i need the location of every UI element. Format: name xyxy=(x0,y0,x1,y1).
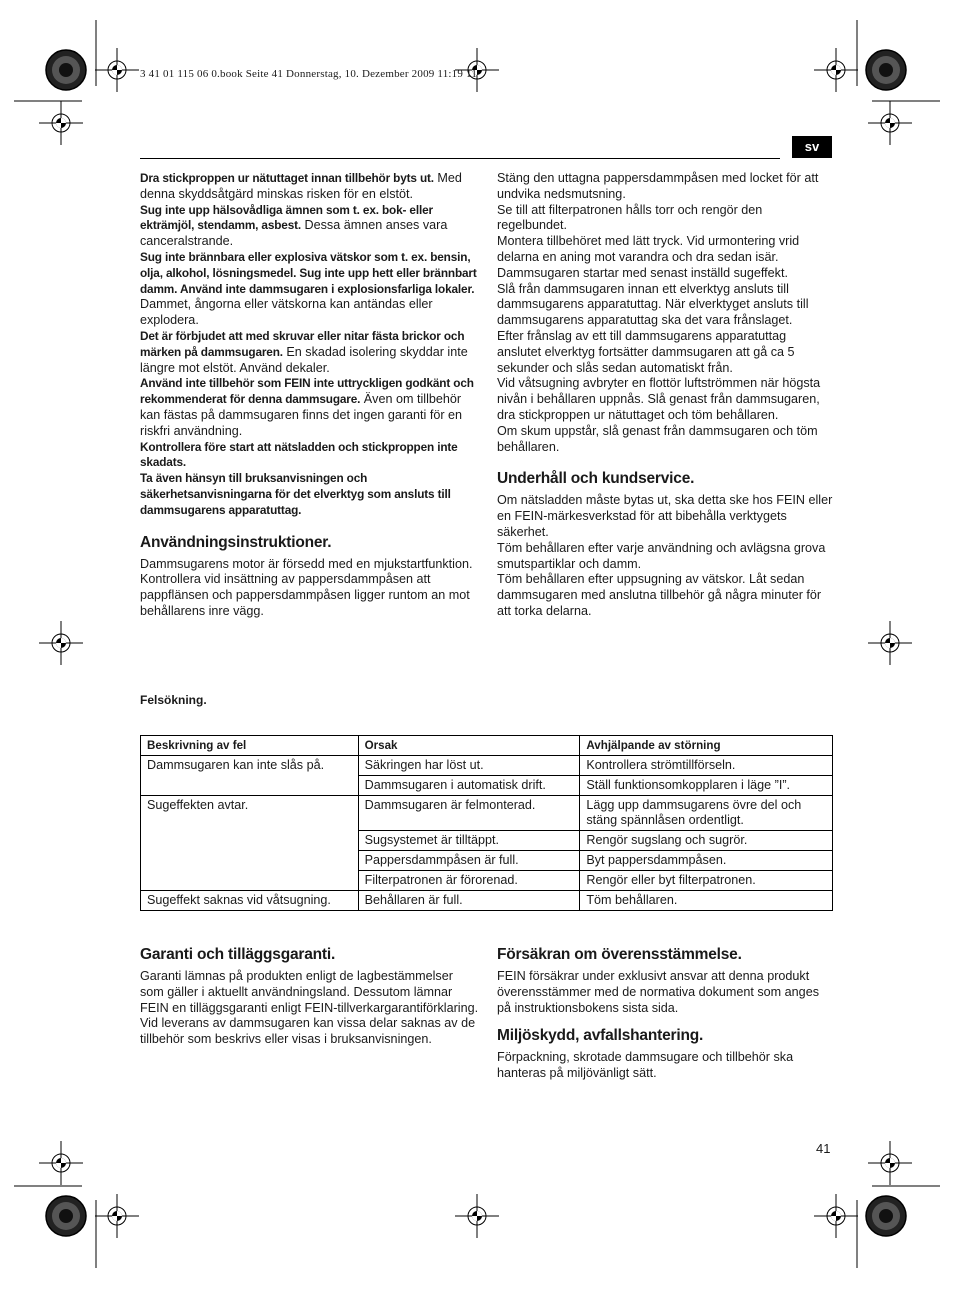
cause-cell: Sugsystemet är tilltäppt. xyxy=(358,831,580,851)
remedy-cell: Byt pappersdammpåsen. xyxy=(580,851,833,871)
warning-7: Ta även hänsyn till bruksanvisningen och säkerhetsanvisningarna för det elverktyg som ansluts till dammsugarens apparatuttag. xyxy=(140,471,451,517)
usage-paragraph: Dammsugarens motor är försedd med en mjukstartfunktion. xyxy=(140,556,473,571)
table-row xyxy=(141,756,833,776)
instruction-paragraph: Efter frånslag av ett till dammsugarens apparatuttag anslutet elverktyg fortsätter dammsugaren att gå ca 5 sekunder och slås sedan automatiskt från. xyxy=(497,328,795,375)
fault-cell: Sugeffekten avtar. xyxy=(141,796,359,891)
remedy-cell: Rengör eller byt filterpatronen. xyxy=(580,871,833,891)
table-row xyxy=(141,796,833,831)
instruction-paragraph: Se till att filterpatronen hålls torr och rengör den regelbundet. xyxy=(497,202,763,233)
right-column xyxy=(497,171,833,620)
instruction-paragraph: Om skum uppstår, slå genast från dammsugaren och töm behållaren. xyxy=(497,423,818,454)
warranty-paragraph: Vid leverans av dammsugaren kan vissa delar saknas av de tillbehör som beskrivs eller visas i bruksanvisningen. xyxy=(140,1016,476,1047)
instruction-paragraph: Slå från dammsugaren innan ett elverktyg ansluts till dammsugarens apparatuttag. När elverktyget ansluts till dammsugarens apparatuttag ska det vara frånslaget. xyxy=(497,281,809,328)
service-paragraph: Töm behållaren efter varje användning och avlägsna grova smutspartiklar och damm. xyxy=(497,540,826,571)
table-row xyxy=(141,891,833,911)
warning-6: Kontrollera före start att nätsladden och stickproppen inte skadats. xyxy=(140,439,458,470)
service-heading: Underhåll och kundservice. xyxy=(497,470,695,488)
cause-cell: Dammsugaren i automatisk drift. xyxy=(358,776,580,796)
warranty-heading: Garanti och tilläggsgaranti. xyxy=(140,946,336,963)
cause-cell: Dammsugaren är felmonterad. xyxy=(358,796,580,831)
remedy-cell: Lägg upp dammsugarens övre del och stäng spännlåsen ordentligt. xyxy=(580,796,833,831)
cause-cell: Säkringen har löst ut. xyxy=(358,756,580,776)
left-column xyxy=(140,171,480,620)
cause-cell: Filterpatronen är förorenad. xyxy=(358,871,580,891)
table-header-row xyxy=(141,736,833,756)
instruction-paragraph: Montera tillbehöret med lätt tryck. Vid urmontering vrid delarna en aning mot varandra och dra sedan isär. xyxy=(497,234,800,264)
troubleshooting-table xyxy=(140,735,833,911)
warning-4: Det är förbjudet att med skruvar eller nitar fästa brickor och märken på dammsugaren. En skadad isolering skyddar inte längre mot elstöt. Använd dekaler. xyxy=(140,328,468,375)
cause-cell: Behållaren är full. xyxy=(358,891,580,911)
conformity-heading: Försäkran om överensstämmelse. xyxy=(497,946,742,963)
instruction-paragraph: Dammsugaren startar med senast inställd sugeffekt. xyxy=(497,265,788,280)
remedy-cell: Kontrollera strömtillförseln. xyxy=(580,756,833,776)
instruction-paragraph: Vid våtsugning avbryter en flottör luftströmmen när högsta nivån i behållaren uppnås. Slå genast från dammsugaren, dra stickproppen ur nätuttaget och töm behållaren. xyxy=(497,376,821,422)
language-tab: sv xyxy=(792,136,832,158)
fault-cell: Sugeffekt saknas vid våtsugning. xyxy=(141,891,359,911)
environment-heading: Miljöskydd, avfallshantering. xyxy=(497,1027,704,1045)
warranty-paragraph: Garanti lämnas på produkten enligt de lagbestämmelser som gäller i aktuellt användningsland. Dessutom lämnar FEIN en tilläggsgaranti enligt FEIN-tillverkargarantiförklaring. xyxy=(140,969,479,1015)
warning-2: Sug inte upp hälsovådliga ämnen som t. ex. bok- eller ekträmjöl, stendamm, asbest. Dessa ämnen anses vara canceralstrande. xyxy=(140,202,448,249)
troubleshooting-title: Felsökning. xyxy=(140,693,207,707)
conformity-environment-section xyxy=(497,945,833,1082)
book-file-line: 3 41 01 115 06 0.book Seite 41 Donnerstag, 10. Dezember 2009 11:19 11 xyxy=(140,68,478,80)
usage-heading: Användningsinstruktioner. xyxy=(140,533,332,551)
cause-cell: Pappersdammpåsen är full. xyxy=(358,851,580,871)
fault-cell: Dammsugaren kan inte slås på. xyxy=(141,756,359,796)
warning-3: Sug inte brännbara eller explosiva vätskor som t. ex. bensin, olja, alkohol, lösningsmedel. Sug inte upp hett eller brännbart damm. Använd inte dammsugaren i explosionsfarliga lokaler. Dammet, ångorna eller vätskorna kan antändas eller explodera. xyxy=(140,249,477,328)
conformity-paragraph: FEIN försäkrar under exklusivt ansvar att denna produkt överensstämmer med de normativa dokument som anges på instruktionsbokens sista sida. xyxy=(497,969,819,1015)
environment-paragraph: Förpackning, skrotade dammsugare och tillbehör ska hanteras på miljövänligt sätt. xyxy=(497,1050,794,1081)
column-header: Avhjälpande av störning xyxy=(580,736,833,756)
remedy-cell: Ställ funktionsomkopplaren i läge ”I”. xyxy=(580,776,833,796)
warning-5: Använd inte tillbehör som FEIN inte uttryckligen godkänt och rekommenderat för denna dammsugare. Även om tillbehör kan fästas på dammsugaren finns det ingen garanti för en riskfri användning. xyxy=(140,376,474,438)
column-header: Beskrivning av fel xyxy=(141,736,359,756)
page-number: 41 xyxy=(816,1141,831,1156)
warning-1: Dra stickproppen ur nätuttaget innan tillbehör byts ut. Med denna skyddsåtgärd minskas risken för en elstöt. xyxy=(140,171,462,201)
remedy-cell: Rengör sugslang och sugrör. xyxy=(580,831,833,851)
header-rule xyxy=(140,158,780,159)
usage-paragraph: Kontrollera vid insättning av pappersdammpåsen att pappflänsen och pappersdammpåsen ligger runtom an mot behållarens inre vägg. xyxy=(140,572,470,618)
instruction-paragraph: Stäng den uttagna pappersdammpåsen med locket för att undvika nedsmutsning. xyxy=(497,171,819,201)
column-header: Orsak xyxy=(358,736,580,756)
service-paragraph: Om nätsladden måste bytas ut, ska detta ske hos FEIN eller en FEIN-märkesverkstad för att bibehålla verktygets säkerhet. xyxy=(497,493,833,539)
remedy-cell: Töm behållaren. xyxy=(580,891,833,911)
service-paragraph: Töm behållaren efter uppsugning av vätskor. Låt sedan dammsugaren med anslutna tillbehör gå några minuter för att torka delarna. xyxy=(497,572,822,618)
warranty-section xyxy=(140,945,480,1048)
